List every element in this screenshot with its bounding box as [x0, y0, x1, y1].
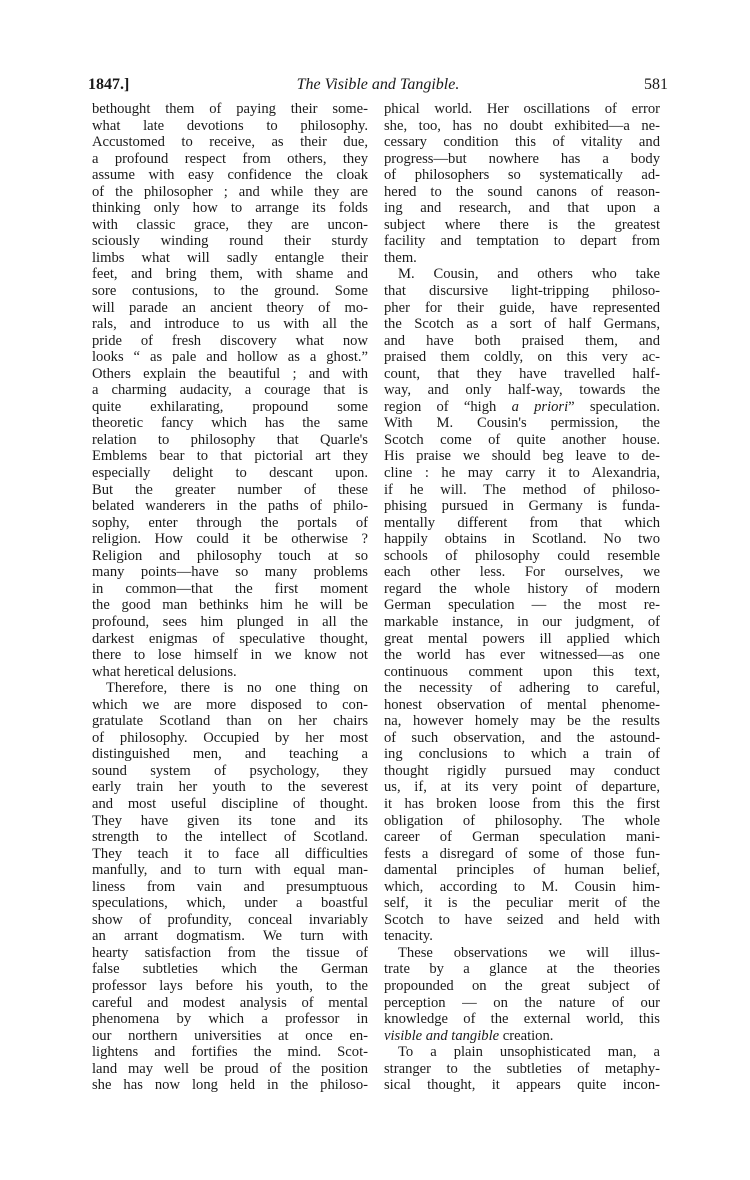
- text-line: sical thought, it appears quite incon-: [384, 1077, 660, 1094]
- running-title: The Visible and Tangible.: [296, 76, 460, 93]
- text-line: To a plain unsophisticated man, a: [398, 1044, 660, 1061]
- text-line: our northern universities at once en-: [92, 1027, 368, 1044]
- text-line: gratulate Scotland than on her chairs: [92, 713, 368, 730]
- text-line: fests a disregard of some of those fun-: [384, 845, 660, 862]
- text-line: phical world. Her oscillations of error: [384, 101, 660, 117]
- page-number: 581: [644, 76, 668, 93]
- text-line: the world has ever witnessed—as one: [384, 647, 660, 664]
- text-line: sciously winding round their sturdy: [92, 233, 368, 250]
- text-line: career of German speculation mani-: [384, 829, 660, 846]
- text-line: it has broken loose from this the first: [384, 795, 660, 812]
- text-line: markable instance, in our judgment, of: [384, 613, 660, 630]
- text-line: But the greater number of these: [92, 481, 368, 498]
- text-line: His praise we should beg leave to de-: [384, 448, 660, 465]
- text-line: and most useful discipline of thought.: [92, 795, 368, 812]
- text-line: each other less. For ourselves, we: [384, 564, 660, 581]
- text-line: Others explain the beautiful ; and with: [92, 365, 368, 382]
- text-line: careful and modest analysis of mental: [92, 994, 368, 1011]
- text-line: with classic grace, they are uncon-: [92, 216, 368, 233]
- text-line: M. Cousin, and others who take: [398, 266, 660, 283]
- text-line: Emblems bear to that pictorial art they: [92, 448, 368, 465]
- text-line: relation to philosophy that Quarle's: [92, 431, 368, 448]
- text-line: rals, and introduce to us with all the: [92, 316, 368, 333]
- text-line: which, according to M. Cousin him-: [384, 878, 660, 895]
- text-line: pher for their guide, have represented: [384, 299, 660, 316]
- text-line: regard the whole history of modern: [384, 580, 660, 597]
- text-line: bethought them of paying their some-: [92, 101, 368, 117]
- text-line: limbs what will sadly entangle their: [92, 249, 368, 266]
- text-line: count, that they have travelled half-: [384, 365, 660, 382]
- text-line: self, it is the peculiar merit of the: [384, 895, 660, 912]
- text-line: if he will. The method of philoso-: [384, 481, 660, 498]
- text-line: visible and tangible creation.: [384, 1027, 554, 1044]
- text-line: sophy, enter through the portals of: [92, 514, 368, 531]
- text-line: na, however homely may be the results: [384, 713, 660, 730]
- text-line: facility and temptation to depart from: [384, 233, 660, 250]
- text-line: professor lays before his youth, to the: [92, 977, 368, 994]
- text-line: perception — on the nature of our: [384, 994, 660, 1011]
- text-line: great mental powers ill applied which: [384, 630, 660, 647]
- text-line: false subtleties which the German: [92, 961, 368, 978]
- text-line: German speculation — the most re-: [384, 597, 660, 614]
- text-line: cessary condition this of vitality and: [384, 134, 660, 151]
- text-line: happily obtains in Scotland. No two: [384, 531, 660, 548]
- text-line: a profound respect from others, they: [92, 150, 368, 167]
- text-line: which we are more disposed to con-: [92, 696, 368, 713]
- text-line: region of “high a priori” speculation.: [384, 398, 660, 415]
- text-line: the necessity of adhering to careful,: [384, 680, 660, 697]
- text-line: phising pursued in Germany is funda-: [384, 498, 660, 515]
- text-line: thinking only how to arrange its folds: [92, 200, 368, 217]
- text-line: the Scotch as a sort of half Germans,: [384, 316, 660, 333]
- text-line: manfully, and to turn with equal man-: [92, 862, 368, 879]
- text-line: an arrant dogmatism. We turn with: [92, 928, 368, 945]
- text-line: sore contusions, to the ground. Some: [92, 283, 368, 300]
- text-line: in common—that the first moment: [92, 580, 368, 597]
- text-line: sound system of psychology, they: [92, 762, 368, 779]
- text-line: continuous comment upon this text,: [384, 663, 660, 680]
- text-line: stranger to the subtleties of metaphy-: [384, 1060, 660, 1077]
- text-line: of philosophers so systematically ad-: [384, 167, 660, 184]
- text-line: there to lose himself in we know not: [92, 647, 368, 664]
- header-year: 1847.]: [88, 76, 130, 93]
- text-line: many points—have so many problems: [92, 564, 368, 581]
- text-line: honest observation of mental phenome-: [384, 696, 660, 713]
- text-line: of philosophy. Occupied by her most: [92, 729, 368, 746]
- text-line: knowledge of the external world, this: [384, 1011, 660, 1028]
- text-line: liness from vain and presumptuous: [92, 878, 368, 895]
- text-line: damental principles of human belief,: [384, 862, 660, 879]
- text-line: hearty satisfaction from the tissue of: [92, 944, 368, 961]
- text-line: quite exhilarating, propound some: [92, 398, 368, 415]
- text-line: Accustomed to receive, as their due,: [92, 134, 368, 151]
- text-line: speculations, which, under a boastful: [92, 895, 368, 912]
- text-line: mentally different from that which: [384, 514, 660, 531]
- text-line: will parade an ancient theory of mo-: [92, 299, 368, 316]
- text-line: and have both praised them, and: [384, 332, 660, 349]
- text-line: Religion and philosophy touch at so: [92, 547, 368, 564]
- text-line: what late devotions to philosophy.: [92, 117, 368, 134]
- text-line: strength to the intellect of Scotland.: [92, 829, 368, 846]
- text-line: distinguished men, and teaching a: [92, 746, 368, 763]
- text-line: religion. How could it be otherwise ?: [92, 531, 368, 548]
- text-line: Scotch to have seized and held with: [384, 911, 660, 928]
- text-line: darkest enigmas of speculative thought,: [92, 630, 368, 647]
- text-line: what heretical delusions.: [92, 663, 237, 680]
- text-line: that discursive light-tripping philoso-: [384, 283, 660, 300]
- text-line: belated wanderers in the paths of philo-: [92, 498, 368, 515]
- running-header: [88, 76, 668, 98]
- text-line: thought rigidly pursued may conduct: [384, 762, 660, 779]
- text-line: They have given its tone and its: [92, 812, 368, 829]
- text-line: especially delight to descant upon.: [92, 465, 368, 482]
- text-line: These observations we will illus-: [398, 944, 660, 961]
- text-line: us, if, at its very point of departure,: [384, 779, 660, 796]
- text-line: feet, and bring them, with shame and: [92, 266, 368, 283]
- text-line: Scotch come of quite another house.: [384, 431, 660, 448]
- text-line: she has now long held in the philoso-: [92, 1077, 368, 1094]
- text-line: early train her youth to the severest: [92, 779, 368, 796]
- text-line: cline : he may carry it to Alexandria,: [384, 465, 660, 482]
- text-line: propounded on the great subject of: [384, 977, 660, 994]
- text-line: subject where there is the greatest: [384, 216, 660, 233]
- text-line: looks “ as pale and hollow as a ghost.”: [92, 349, 368, 366]
- text-line: tenacity.: [384, 928, 433, 945]
- italic-phrase: a priori: [511, 398, 569, 415]
- text-line: They teach it to face all difficulties: [92, 845, 368, 862]
- text-line: theoretic fancy which has the same: [92, 415, 368, 432]
- right-column: [384, 101, 660, 1094]
- text-line: phenomena by which a professor in: [92, 1011, 368, 1028]
- text-line: show of profundity, conceal invariably: [92, 911, 368, 928]
- text-line: way, and only half-way, towards the: [384, 382, 660, 399]
- italic-phrase: visible and tangible: [384, 1027, 500, 1044]
- text-line: praised them coldly, on this very ac-: [384, 349, 660, 366]
- text-line: profound, sees him plunged in all the: [92, 613, 368, 630]
- text-line: hered to the sound canons of reason-: [384, 183, 660, 200]
- text-line: pride of fresh discovery what now: [92, 332, 368, 349]
- left-column: [92, 101, 368, 1094]
- text-line: of the philosopher ; and while they are: [92, 183, 368, 200]
- text-line: obligation of philosophy. The whole: [384, 812, 660, 829]
- text-line: assume with easy confidence the cloak: [92, 167, 368, 184]
- text-line: them.: [384, 249, 417, 266]
- text-line: lightens and fortifies the mind. Scot-: [92, 1044, 368, 1061]
- text-line: trate by a glance at the theories: [384, 961, 660, 978]
- text-line: schools of philosophy could resemble: [384, 547, 660, 564]
- text-line: progress—but nowhere has a body: [384, 150, 660, 167]
- text-line: land may well be proud of the position: [92, 1060, 368, 1077]
- text-line: the good man bethinks him he will be: [92, 597, 368, 614]
- text-line: of such observation, and the astound-: [384, 729, 660, 746]
- text-line: she, too, has no doubt exhibited—a ne-: [384, 117, 660, 134]
- text-line: ing and research, and that upon a: [384, 200, 660, 217]
- text-line: ing conclusions to which a train of: [384, 746, 660, 763]
- text-line: With M. Cousin's permission, the: [384, 415, 660, 432]
- text-line: Therefore, there is no one thing on: [106, 680, 368, 697]
- text-line: a charming audacity, a courage that is: [92, 382, 368, 399]
